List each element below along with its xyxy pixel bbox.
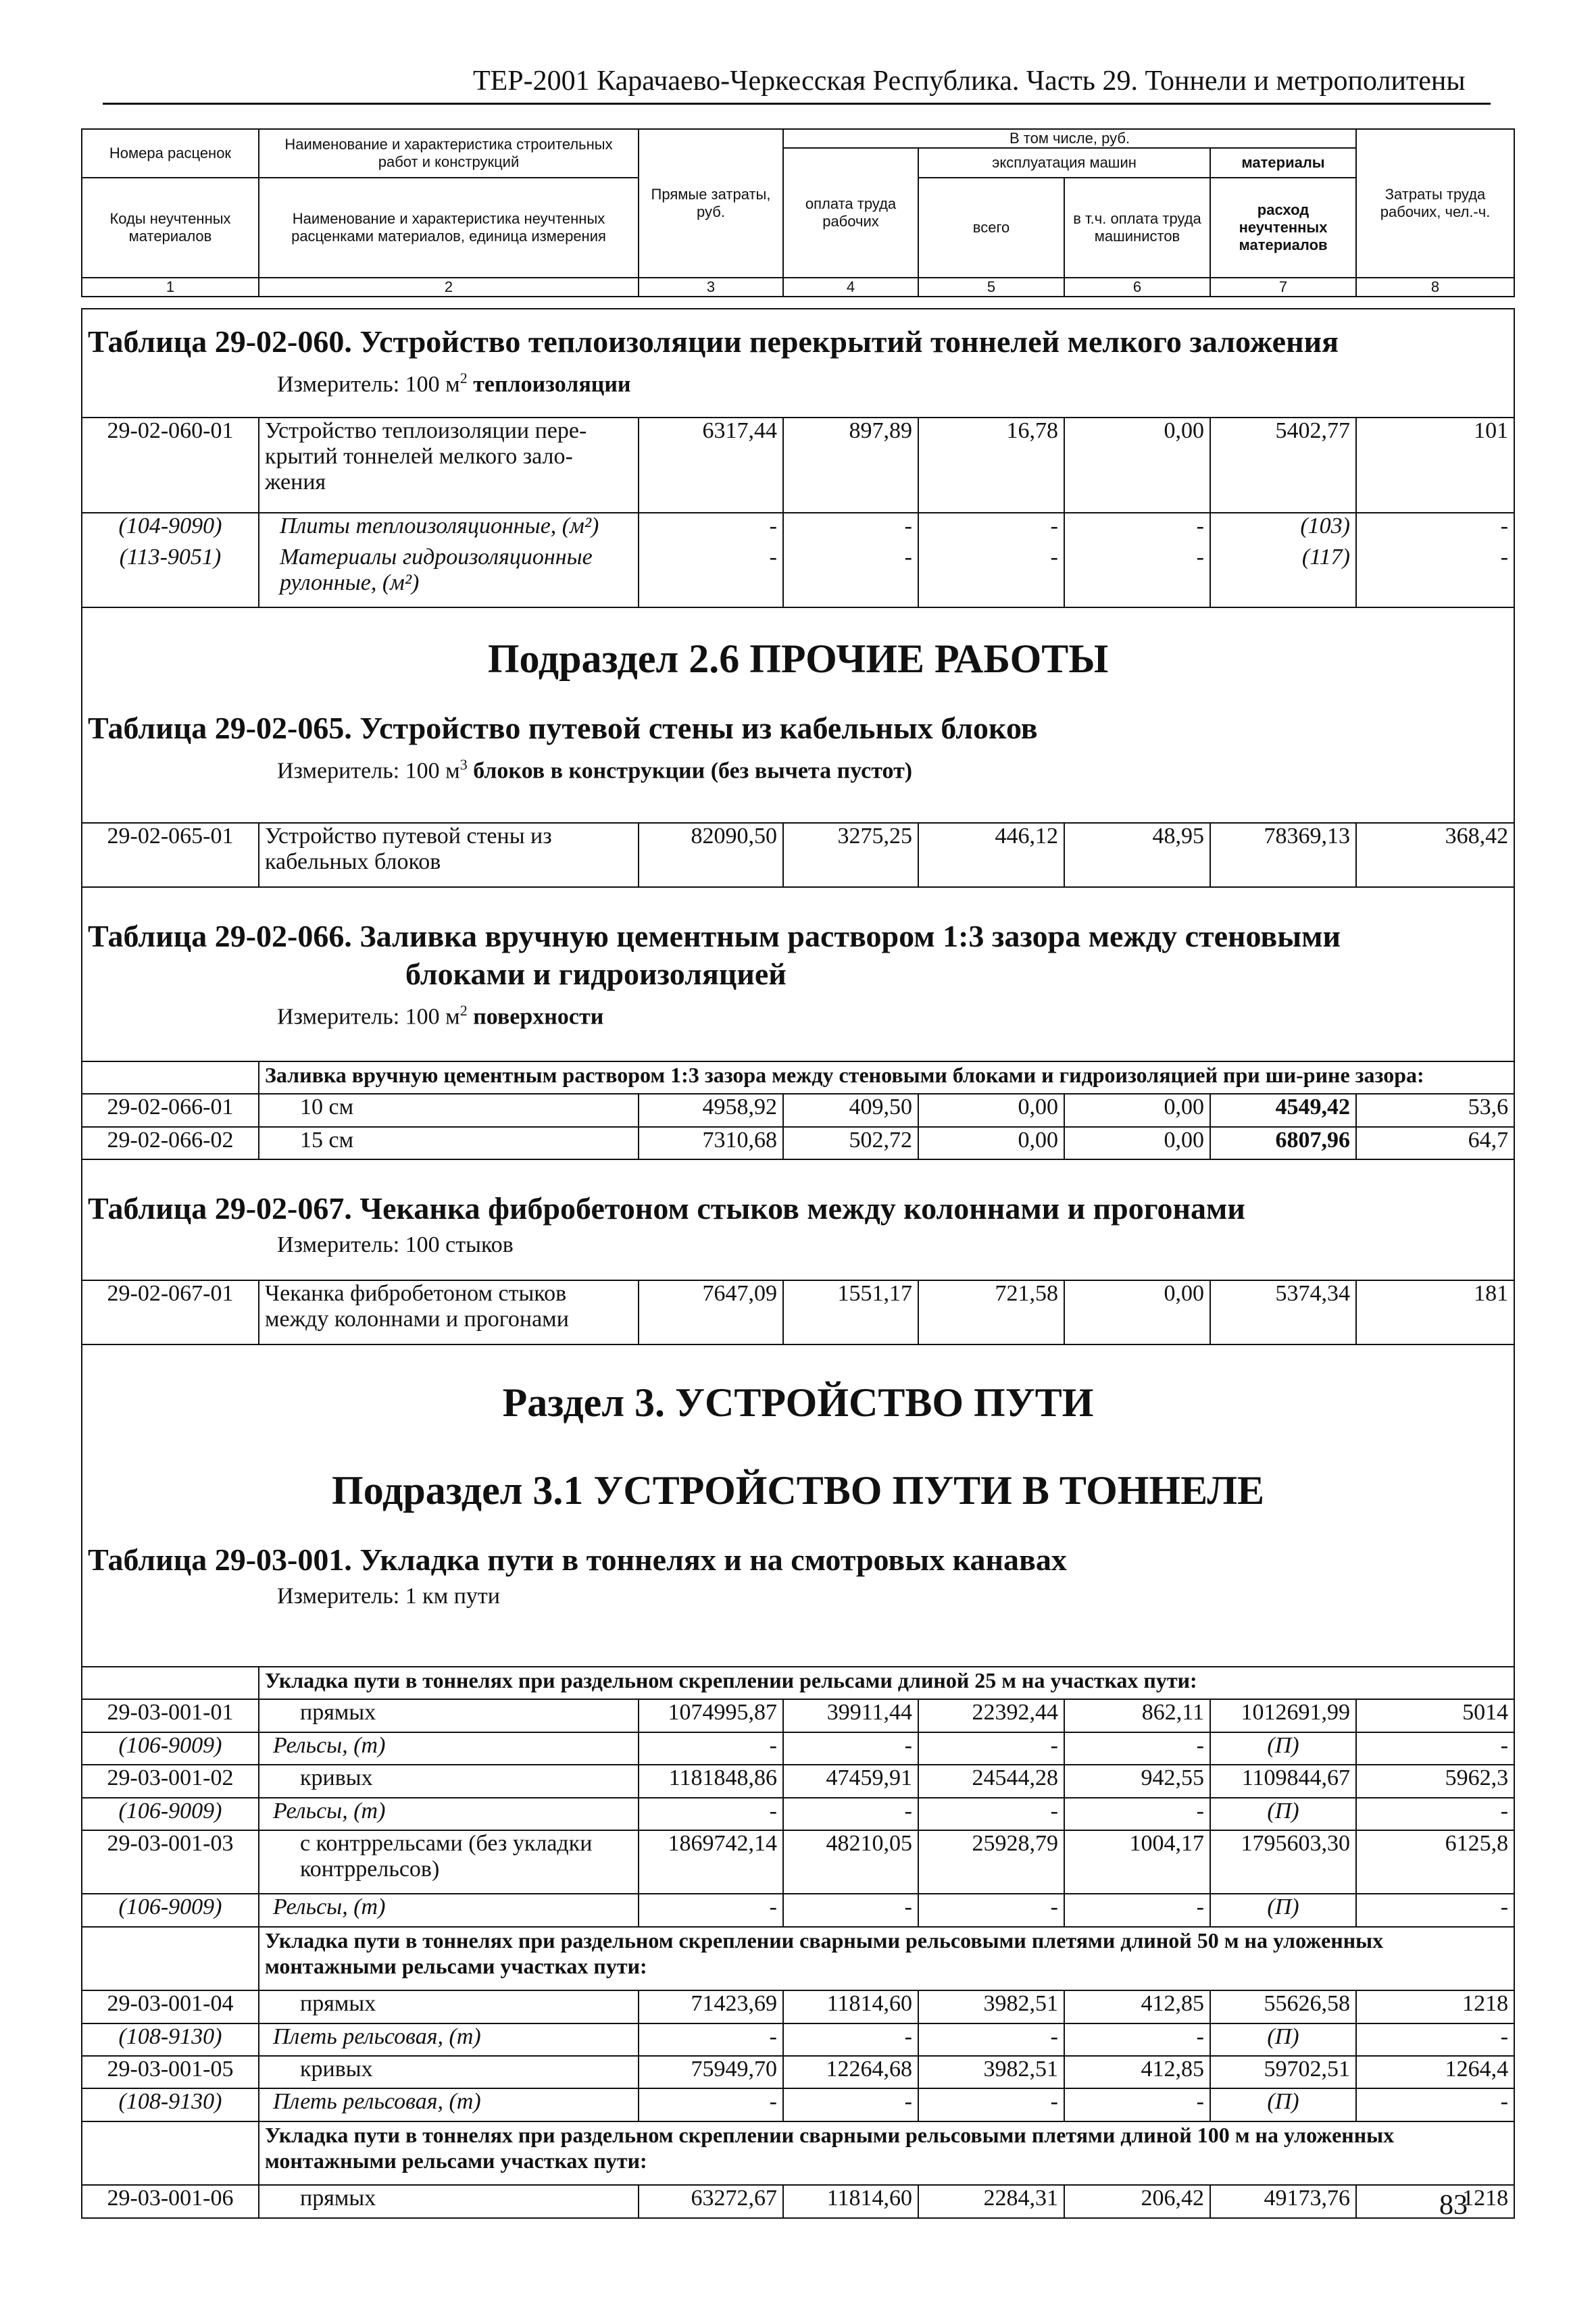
table-row: [82, 2088, 1514, 2121]
material-code: (104-9090): [82, 513, 259, 545]
cell-c7: (117): [1210, 545, 1356, 607]
materials-header: материалы: [1210, 148, 1356, 178]
table-row: [82, 1699, 1514, 1732]
col6-header: в т.ч. оплата труда машинистов: [1064, 178, 1210, 278]
cell-c4: -: [783, 513, 918, 545]
col8-header: Затраты труда рабочих, чел.-ч.: [1356, 129, 1514, 278]
cell-c5: 0,00: [918, 1127, 1064, 1159]
material-name: Рельсы, (т): [259, 1894, 639, 1926]
table-060-measure: Измеритель: 100 $м^2$ теплоизоляции: [277, 370, 631, 397]
material-name: Рельсы, (т): [259, 1798, 639, 1830]
table-group-row: [82, 2121, 1514, 2185]
table-065-title: Таблица 29-02-065. Устройство путевой стены из кабельных блоков: [88, 711, 1038, 746]
col3-header: Прямые затраты, руб.: [639, 129, 783, 278]
cell-c8: 53,6: [1356, 1094, 1514, 1126]
rate-name: кривых: [259, 1765, 639, 1797]
material-code: (108-9130): [82, 2023, 259, 2056]
cell-c5: -: [918, 2023, 1064, 2056]
rate-code: 29-02-065-01: [82, 823, 259, 886]
rate-code: 29-02-060-01: [82, 418, 259, 512]
table-001-title: Таблица 29-03-001. Укладка пути в тоннелях и на смотровых канавах: [88, 1542, 1067, 1577]
table-group-row: [82, 1061, 1514, 1094]
cell-c4: 3275,25: [783, 823, 918, 886]
cell-c4: 502,72: [783, 1127, 918, 1159]
cell-c8: 5962,3: [1356, 1765, 1514, 1797]
cell-c4: -: [783, 1798, 918, 1830]
cell-c3: -: [639, 513, 783, 545]
cell-c4: 11814,60: [783, 2185, 918, 2218]
table-066-title-2: блоками и гидроизоляцией: [405, 956, 787, 991]
cell-c8: -: [1356, 545, 1514, 607]
cell-c4: -: [783, 2023, 918, 2056]
cell-c6: 48,95: [1064, 823, 1210, 886]
col-num-3: 3: [639, 278, 783, 297]
cell-c5: 24544,28: [918, 1765, 1064, 1797]
cell-c4: -: [783, 1894, 918, 1926]
cell-c8: 6125,8: [1356, 1830, 1514, 1894]
group-label: Укладка пути в тоннелях при раздельном скреплении сварными рельсовыми плетями длиной 50 м на уложенных монтажными рельсами участках пути:: [259, 1927, 1514, 1990]
cell-c7: (П): [1210, 1732, 1356, 1765]
cell-c7: 6807,96: [1210, 1127, 1356, 1159]
material-code: (106-9009): [82, 1732, 259, 1765]
cell-c3: -: [639, 1732, 783, 1765]
table-067-title: Таблица 29-02-067. Чеканка фибробетоном стыков между колоннами и прогонами: [88, 1191, 1245, 1226]
cell-c7: 59702,51: [1210, 2056, 1356, 2088]
rate-name: Чеканка фибробетоном стыков между колоннами и прогонами: [259, 1280, 639, 1344]
cell-c6: 862,11: [1064, 1699, 1210, 1732]
header-rule: [103, 103, 1491, 105]
material-name: Рельсы, (т): [259, 1732, 639, 1765]
material-code: (106-9009): [82, 1894, 259, 1926]
cell-c6: -: [1064, 545, 1210, 607]
table-row: [82, 418, 1514, 512]
cell-c6: -: [1064, 513, 1210, 545]
cell-c4: 897,89: [783, 418, 918, 512]
cell-c5: 446,12: [918, 823, 1064, 886]
cell-c5: -: [918, 2088, 1064, 2121]
cell-c3: -: [639, 1894, 783, 1926]
rate-code: 29-02-067-01: [82, 1280, 259, 1344]
section-3-title: Раздел 3. УСТРОЙСТВО ПУТИ: [502, 1380, 1094, 1425]
cell-c5: -: [918, 1894, 1064, 1926]
col-num-1: 1: [82, 278, 259, 297]
cell-c3: 1869742,14: [639, 1830, 783, 1894]
table-row: [82, 1798, 1514, 1830]
cell-c5: 25928,79: [918, 1830, 1064, 1894]
group-label: Укладка пути в тоннелях при раздельном скреплении рельсами длиной 25 м на участках пути:: [259, 1667, 1514, 1699]
table-060-title: Таблица 29-02-060. Устройство теплоизоляции перекрытий тоннелей мелкого заложения: [88, 324, 1339, 359]
cell-c7: 4549,42: [1210, 1094, 1356, 1126]
rate-code: 29-03-001-01: [82, 1699, 259, 1732]
rate-code: 29-03-001-02: [82, 1765, 259, 1797]
cell-c5: 2284,31: [918, 2185, 1064, 2218]
cell-c4: 11814,60: [783, 1990, 918, 2023]
material-name: Плеть рельсовая, (т): [259, 2088, 639, 2121]
cell-c7: 5374,34: [1210, 1280, 1356, 1344]
cell-c3: 4958,92: [639, 1094, 783, 1126]
cell-c7: (П): [1210, 1798, 1356, 1830]
cell-c6: -: [1064, 1894, 1210, 1926]
rate-name: 10 см: [259, 1094, 639, 1126]
col1-top: Номера расценок: [82, 129, 259, 178]
table-row: [82, 1094, 1514, 1126]
cell-c5: 3982,51: [918, 1990, 1064, 2023]
cell-c6: 412,85: [1064, 1990, 1210, 2023]
table-row: [82, 513, 1514, 545]
cell-c5: -: [918, 513, 1064, 545]
cell-c6: 1004,17: [1064, 1830, 1210, 1894]
cell-c7: 5402,77: [1210, 418, 1356, 512]
table-row: [82, 1894, 1514, 1926]
cell-c8: -: [1356, 1798, 1514, 1830]
col-num-4: 4: [783, 278, 918, 297]
cell-c3: 82090,50: [639, 823, 783, 886]
column-header-table: [81, 128, 1515, 297]
material-name: Материалы гидроизоляционные рулонные, (м²): [259, 545, 639, 607]
cell-c7: (103): [1210, 513, 1356, 545]
col-num-6: 6: [1064, 278, 1210, 297]
cell-c8: -: [1356, 2088, 1514, 2121]
cell-c8: -: [1356, 1894, 1514, 1926]
material-code: (113-9051): [82, 545, 259, 607]
table-group-row: [82, 1927, 1514, 1990]
rate-name: с контррельсами (без укладки контррельсов): [259, 1830, 639, 1894]
cell-c8: 1218: [1356, 1990, 1514, 2023]
cell-c8: 181: [1356, 1280, 1514, 1344]
col2-bottom: Наименование и характеристика неучтенных расценками материалов, единица измерения: [259, 178, 639, 278]
rate-code: 29-02-066-01: [82, 1094, 259, 1126]
rate-name: кривых: [259, 2056, 639, 2088]
table-row: [82, 1765, 1514, 1797]
table-row: [82, 2023, 1514, 2056]
table-row: [82, 545, 1514, 607]
table-row: [82, 1280, 1514, 1344]
cell-c8: -: [1356, 513, 1514, 545]
rate-name: Устройство теплоизоляции пере-крытий тоннелей мелкого зало-жения: [259, 418, 639, 512]
cell-c3: 63272,67: [639, 2185, 783, 2218]
cell-c8: -: [1356, 1732, 1514, 1765]
material-code: (106-9009): [82, 1798, 259, 1830]
cell-c5: -: [918, 1798, 1064, 1830]
col-num-2: 2: [259, 278, 639, 297]
rate-code: 29-03-001-05: [82, 2056, 259, 2088]
cell-c4: 47459,91: [783, 1765, 918, 1797]
cell-c3: -: [639, 2023, 783, 2056]
cell-c6: 0,00: [1064, 1127, 1210, 1159]
rate-name: прямых: [259, 1990, 639, 2023]
cell-c3: 1181848,86: [639, 1765, 783, 1797]
cell-c6: 0,00: [1064, 1280, 1210, 1344]
cell-c6: 412,85: [1064, 2056, 1210, 2088]
cell-c8: -: [1356, 2023, 1514, 2056]
table-group-row: [82, 1667, 1514, 1699]
rate-name: прямых: [259, 1699, 639, 1732]
cell-c4: 39911,44: [783, 1699, 918, 1732]
cell-c4: 1551,17: [783, 1280, 918, 1344]
cell-c8: 1264,4: [1356, 2056, 1514, 2088]
table-row: [82, 1990, 1514, 2023]
cell-c4: 409,50: [783, 1094, 918, 1126]
cell-c3: 1074995,87: [639, 1699, 783, 1732]
table-row: [82, 1732, 1514, 1765]
cell-c5: 721,58: [918, 1280, 1064, 1344]
rates-table: [81, 308, 1515, 2219]
table-row: [82, 2056, 1514, 2088]
subsection-3-1-title: Подраздел 3.1 УСТРОЙСТВО ПУТИ В ТОННЕЛЕ: [332, 1467, 1265, 1513]
col5-header: всего: [918, 178, 1064, 278]
cell-c4: -: [783, 545, 918, 607]
table-001-measure: Измеритель: 1 км пути: [277, 1583, 500, 1609]
page-header-title: ТЕР-2001 Карачаево-Черкесская Республика. Часть 29. Тоннели и метрополитены: [473, 66, 1466, 97]
cell-c7: 1109844,67: [1210, 1765, 1356, 1797]
table-row: [82, 823, 1514, 886]
cell-c8: 5014: [1356, 1699, 1514, 1732]
material-name: Плиты теплоизоляционные, (м²): [259, 513, 639, 545]
rate-code: 29-03-001-04: [82, 1990, 259, 2023]
group-label: Заливка вручную цементным раствором 1:3 зазора между стеновыми блоками и гидроизоляцией при ши-рине зазора:: [259, 1061, 1514, 1094]
cell-c8: 1218: [1356, 2185, 1514, 2218]
cell-c5: 22392,44: [918, 1699, 1064, 1732]
cell-c5: 3982,51: [918, 2056, 1064, 2088]
material-name: Плеть рельсовая, (т): [259, 2023, 639, 2056]
col-num-5: 5: [918, 278, 1064, 297]
col4-header: оплата труда рабочих: [783, 148, 918, 278]
cell-c4: 48210,05: [783, 1830, 918, 1894]
cell-c7: 78369,13: [1210, 823, 1356, 886]
table-row: [82, 2185, 1514, 2218]
cell-c3: 75949,70: [639, 2056, 783, 2088]
col-num-8: 8: [1356, 278, 1514, 297]
cell-c3: 6317,44: [639, 418, 783, 512]
cell-c5: 16,78: [918, 418, 1064, 512]
rate-code: 29-03-001-03: [82, 1830, 259, 1894]
cell-c6: -: [1064, 2023, 1210, 2056]
cell-c3: 7647,09: [639, 1280, 783, 1344]
cell-c3: -: [639, 1798, 783, 1830]
table-067-measure: Измеритель: 100 стыков: [277, 1232, 514, 1258]
cell-c6: 0,00: [1064, 418, 1210, 512]
cell-c7: 1795603,30: [1210, 1830, 1356, 1894]
cell-c7: 1012691,99: [1210, 1699, 1356, 1732]
table-066-title-1: Таблица 29-02-066. Заливка вручную цементным раствором 1:3 зазора между стеновыми: [88, 918, 1341, 953]
cell-c6: -: [1064, 2088, 1210, 2121]
incl-header: В том числе, руб.: [783, 129, 1356, 148]
cell-c5: -: [918, 545, 1064, 607]
rate-name: 15 см: [259, 1127, 639, 1159]
cell-c8: 101: [1356, 418, 1514, 512]
cell-c4: 12264,68: [783, 2056, 918, 2088]
table-row: [82, 1830, 1514, 1894]
rate-code: 29-03-001-06: [82, 2185, 259, 2218]
cell-c7: (П): [1210, 1894, 1356, 1926]
machines-header: эксплуатация машин: [918, 148, 1210, 178]
cell-c8: 64,7: [1356, 1127, 1514, 1159]
cell-c3: 7310,68: [639, 1127, 783, 1159]
col7-header: расход неучтенных материалов: [1210, 178, 1356, 278]
cell-c8: 368,42: [1356, 823, 1514, 886]
rate-name: прямых: [259, 2185, 639, 2218]
cell-c4: -: [783, 2088, 918, 2121]
cell-c7: (П): [1210, 2088, 1356, 2121]
table-066-measure: Измеритель: 100 $м^2$ поверхности: [277, 1001, 604, 1029]
page-number: 83: [1439, 2190, 1468, 2221]
cell-c3: 71423,69: [639, 1990, 783, 2023]
cell-c7: 55626,58: [1210, 1990, 1356, 2023]
cell-c6: -: [1064, 1732, 1210, 1765]
col2-top: Наименование и характеристика строительных работ и конструкций: [259, 129, 639, 178]
cell-c5: -: [918, 1732, 1064, 1765]
cell-c5: 0,00: [918, 1094, 1064, 1126]
table-row: [82, 1127, 1514, 1159]
table-065-measure: Измеритель: 100 $м^3$ блоков в конструкции (без вычета пустот): [277, 756, 913, 784]
material-code: (108-9130): [82, 2088, 259, 2121]
cell-c6: 942,55: [1064, 1765, 1210, 1797]
group-label: Укладка пути в тоннелях при раздельном скреплении сварными рельсовыми плетями длиной 100 м на уложенных монтажными рельсами участках пути:: [259, 2121, 1514, 2185]
cell-c6: 206,42: [1064, 2185, 1210, 2218]
cell-c6: 0,00: [1064, 1094, 1210, 1126]
col-num-7: 7: [1210, 278, 1356, 297]
cell-c7: (П): [1210, 2023, 1356, 2056]
cell-c7: 49173,76: [1210, 2185, 1356, 2218]
rate-name: Устройство путевой стены из кабельных блоков: [259, 823, 639, 886]
cell-c4: -: [783, 1732, 918, 1765]
col1-bottom: Коды неучтенных материалов: [82, 178, 259, 278]
cell-c6: -: [1064, 1798, 1210, 1830]
cell-c3: -: [639, 545, 783, 607]
subsection-2-6-title: Подраздел 2.6 ПРОЧИЕ РАБОТЫ: [487, 636, 1109, 682]
rate-code: 29-02-066-02: [82, 1127, 259, 1159]
cell-c3: -: [639, 2088, 783, 2121]
